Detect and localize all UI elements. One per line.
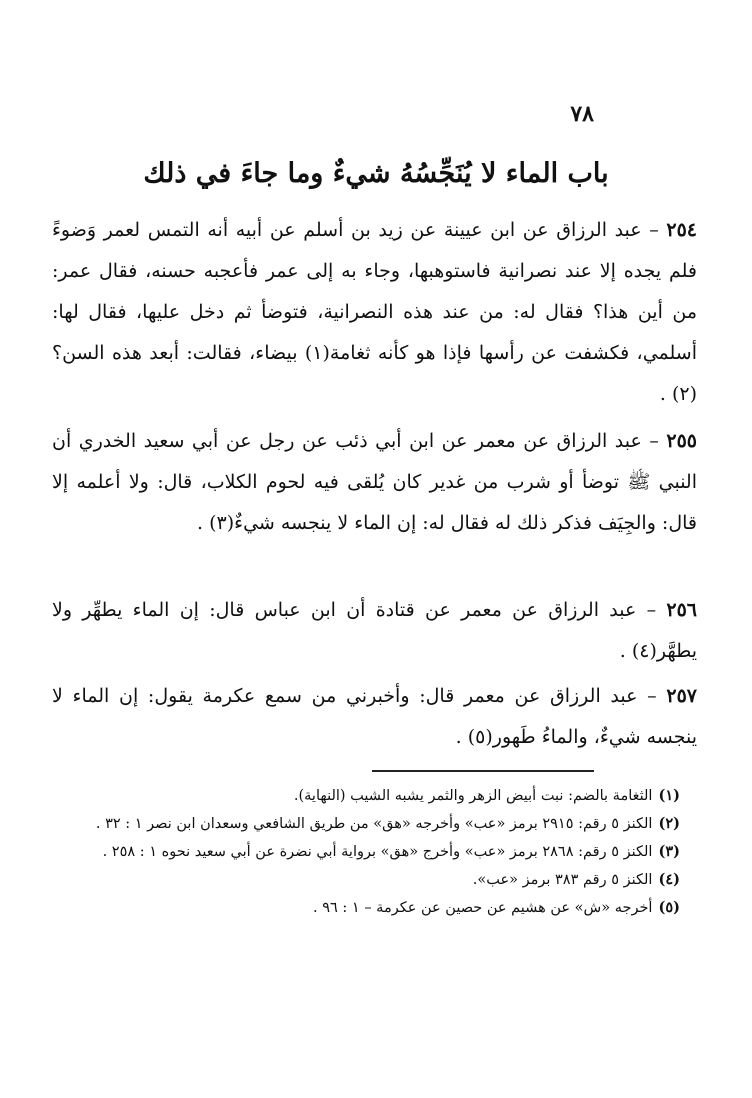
hadith-256 (52, 590, 697, 672)
hadith-number: ٢٥٦ (666, 599, 697, 621)
hadith-254 (52, 210, 697, 415)
hadith-255 (52, 421, 697, 544)
footnote-2 (52, 810, 680, 838)
footnote-5 (52, 894, 680, 922)
footnote-divider (372, 770, 594, 772)
hadith-text: – عبد الرزاق عن معمر عن قتادة أن ابن عباس قال: إن الماء يطهِّر ولا يطهَّر(٤) . (52, 599, 697, 662)
footnote-marker: (١) (658, 787, 680, 804)
footnote-3 (52, 838, 680, 866)
page-number: ٧٨ (570, 101, 594, 127)
chapter-title: باب الماء لا يُنَجِّسُهُ شيءٌ وما جاءَ في ذلك (143, 158, 609, 189)
footnote-text: أخرجه «ش» عن هشيم عن حصين عن عكرمة – ١ : ٩٦ . (313, 900, 653, 916)
footnote-marker: (٤) (658, 871, 680, 888)
footnote-text: الكنز ٥ رقم ٣٨٣ برمز «عب». (472, 872, 653, 888)
footnote-4 (52, 866, 680, 894)
footnote-text: الثغامة بالضم: نبت أبيض الزهر والثمر يشبه الشيب (النهاية). (293, 788, 653, 804)
hadith-number: ٢٥٤ (666, 219, 697, 241)
footnotes (52, 782, 680, 922)
footnote-text: الكنز ٥ رقم: ٢٩١٥ برمز «عب» وأخرجه «هق» من طريق الشافعي وسعدان ابن نصر ١ : ٣٢ . (95, 816, 653, 832)
footnote-marker: (٥) (658, 899, 680, 916)
footnote-text: الكنز ٥ رقم: ٢٨٦٨ برمز «عب» وأخرج «هق» برواية أبي نضرة عن أبي سعيد نحوه ١ : ٢٥٨ . (102, 844, 653, 860)
hadith-number: ٢٥٧ (666, 685, 697, 707)
hadith-number: ٢٥٥ (666, 430, 697, 452)
hadith-text: – عبد الرزاق عن معمر عن ابن أبي ذئب عن رجل عن أبي سعيد الخدري أن النبي ﷺ توضأ أو شرب من غدير كان يُلقى فيه لحوم الكلاب، قال: ولا أعلمه إلا قال: والجِيَف فذكر ذلك له فقال له: إن الماء لا ينجسه شيءٌ(٣) . (52, 430, 697, 534)
footnote-1 (52, 782, 680, 810)
footnote-marker: (٢) (658, 815, 680, 832)
hadith-text: – عبد الرزاق عن ابن عيينة عن زيد بن أسلم عن أبيه أنه التمس لعمر وَضوءً فلم يجده إلا عند نصرانية فاستوهبها، وجاء به إلى عمر فأعجبه حسنه، فقال عمر: من أين هذا؟ فقال له: من عند هذه النصرانية، فتوضأ ثم دخل عليها، فقال لها: أسلمي، فكشفت عن رأسها فإذا هو كأنه ثغامة(١) بيضاء، فقالت: أبعد هذه السن؟(٢) . (52, 219, 698, 405)
hadith-257 (52, 676, 697, 758)
hadith-text: – عبد الرزاق عن معمر قال: وأخبرني من سمع عكرمة يقول: إن الماء لا ينجسه شيءٌ، والماءُ طَهور(٥) . (52, 685, 697, 748)
footnote-marker: (٣) (658, 843, 680, 860)
